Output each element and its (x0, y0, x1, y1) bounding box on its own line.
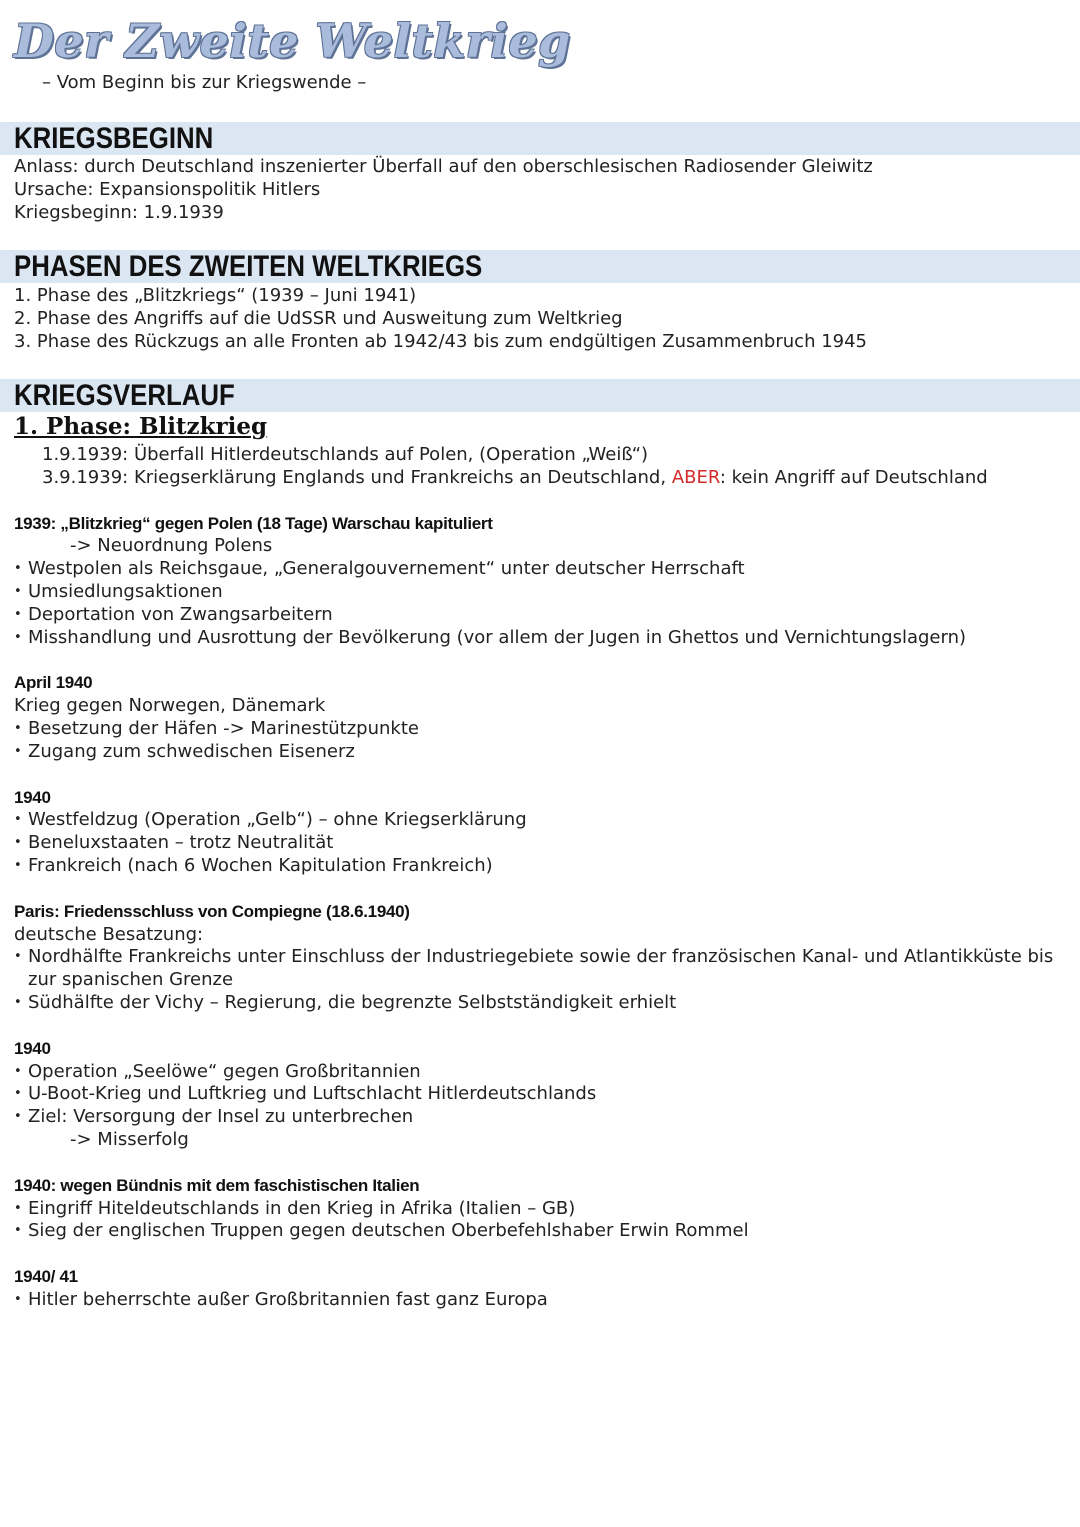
kriegsbeginn-content (14, 156, 1060, 224)
phase-line: 2. Phase des Angriffs auf die UdSSR und Ausweitung zum Weltkrieg (14, 307, 623, 329)
entry-heading: 1940: wegen Bündnis mit dem faschistischen Italien (14, 1175, 420, 1195)
entry-line: Krieg gegen Norwegen, Dänemark (14, 695, 326, 717)
kriegsverlauf-content (14, 444, 1060, 1312)
section-heading-phasen: PHASEN DES ZWEITEN WELTKRIEGS (14, 250, 483, 283)
arrow-line: -> Misserfolg (70, 1128, 189, 1150)
bullet-item: • Südhälfte der Vichy – Regierung, die begrenzte Selbstständigkeit erhielt (14, 992, 1060, 1015)
page-title: Der Zweite Weltkrieg (14, 14, 571, 68)
intro-text: 3.9.1939: Kriegserklärung Englands und Frankreichs an Deutschland, (42, 466, 672, 488)
phasen-content (14, 285, 1060, 353)
phase-subheading: 1. Phase: Blitzkrieg (14, 413, 268, 440)
entry-heading: 1940 (14, 1038, 51, 1058)
bullet-item: • Hitler beherrschte außer Großbritannien fast ganz Europa (14, 1289, 1060, 1312)
bullet-item: • Beneluxstaaten – trotz Neutralität (14, 832, 1060, 855)
intro-text: : kein Angriff auf Deutschland (719, 466, 988, 488)
entry-heading: Paris: Friedensschluss von Compiegne (18.6.1940) (14, 901, 410, 921)
bullet-item: • Ziel: Versorgung der Insel zu unterbrechen (14, 1106, 1060, 1129)
bullet-item: • Westpolen als Reichsgaue, „Generalgouvernement“ unter deutscher Herrschaft (14, 558, 1060, 581)
entry-heading: April 1940 (14, 673, 93, 693)
intro-line (14, 467, 1060, 490)
bullet-item: • Sieg der englischen Truppen gegen deutschen Oberbefehlshaber Erwin Rommel (14, 1220, 1060, 1243)
entry-line: deutsche Besatzung: (14, 923, 204, 945)
entry-heading: 1940/ 41 (14, 1267, 78, 1287)
kriegsbeginn-ursache: Ursache: Expansionspolitik Hitlers (14, 178, 321, 200)
phase-line: 1. Phase des „Blitzkriegs“ (1939 – Juni 1941) (14, 285, 417, 306)
page-subtitle: – Vom Beginn bis zur Kriegswende – (42, 72, 367, 93)
bullet-item: • Misshandlung und Ausrottung der Bevölkerung (vor allem der Jugen in Ghettos und Vernichtungslagern) (14, 627, 1060, 650)
bullet-item: • Westfeldzug (Operation „Gelb“) – ohne Kriegserklärung (14, 809, 1060, 832)
bullet-item: • U-Boot-Krieg und Luftkrieg und Luftschlacht Hitlerdeutschlands (14, 1083, 1060, 1106)
aber-highlight: ABER (671, 466, 720, 488)
bullet-item: • Besetzung der Häfen -> Marinestützpunkte (14, 718, 1060, 741)
intro-line: 1.9.1939: Überfall Hitlerdeutschlands auf Polen, (Operation „Weiß“) (42, 444, 649, 465)
bullet-item: • Eingriff Hiteldeutschlands in den Krieg in Afrika (Italien – GB) (14, 1198, 1060, 1221)
kriegsbeginn-datum: Kriegsbeginn: 1.9.1939 (14, 201, 224, 223)
section-heading-kriegsbeginn: KRIEGSBEGINN (14, 122, 214, 155)
bullet-item: • Zugang zum schwedischen Eisenerz (14, 741, 1060, 764)
entry-heading: 1940 (14, 787, 51, 807)
entry-heading: 1939: „Blitzkrieg“ gegen Polen (18 Tage) Warschau kapituliert (14, 513, 493, 533)
section-heading-kriegsverlauf: KRIEGSVERLAUF (14, 379, 235, 412)
kriegsbeginn-anlass: Anlass: durch Deutschland inszenierter Überfall auf den oberschlesischen Radiosender Gleiwitz (14, 156, 873, 177)
bullet-item: • Umsiedlungsaktionen (14, 581, 1060, 604)
bullet-item: • Deportation von Zwangsarbeitern (14, 604, 1060, 627)
phase-line: 3. Phase des Rückzugs an alle Fronten ab 1942/43 bis zum endgültigen Zusammenbruch 1945 (14, 330, 868, 352)
arrow-line: -> Neuordnung Polens (70, 535, 273, 557)
bullet-item: • Frankreich (nach 6 Wochen Kapitulation Frankreich) (14, 855, 1060, 878)
bullet-item: • Operation „Seelöwe“ gegen Großbritannien (14, 1061, 1060, 1084)
bullet-item: • Nordhälfte Frankreichs unter Einschluss der Industriegebiete sowie der französischen Kanal- und Atlantikküste bis zur spanischen Grenze (14, 946, 1054, 992)
